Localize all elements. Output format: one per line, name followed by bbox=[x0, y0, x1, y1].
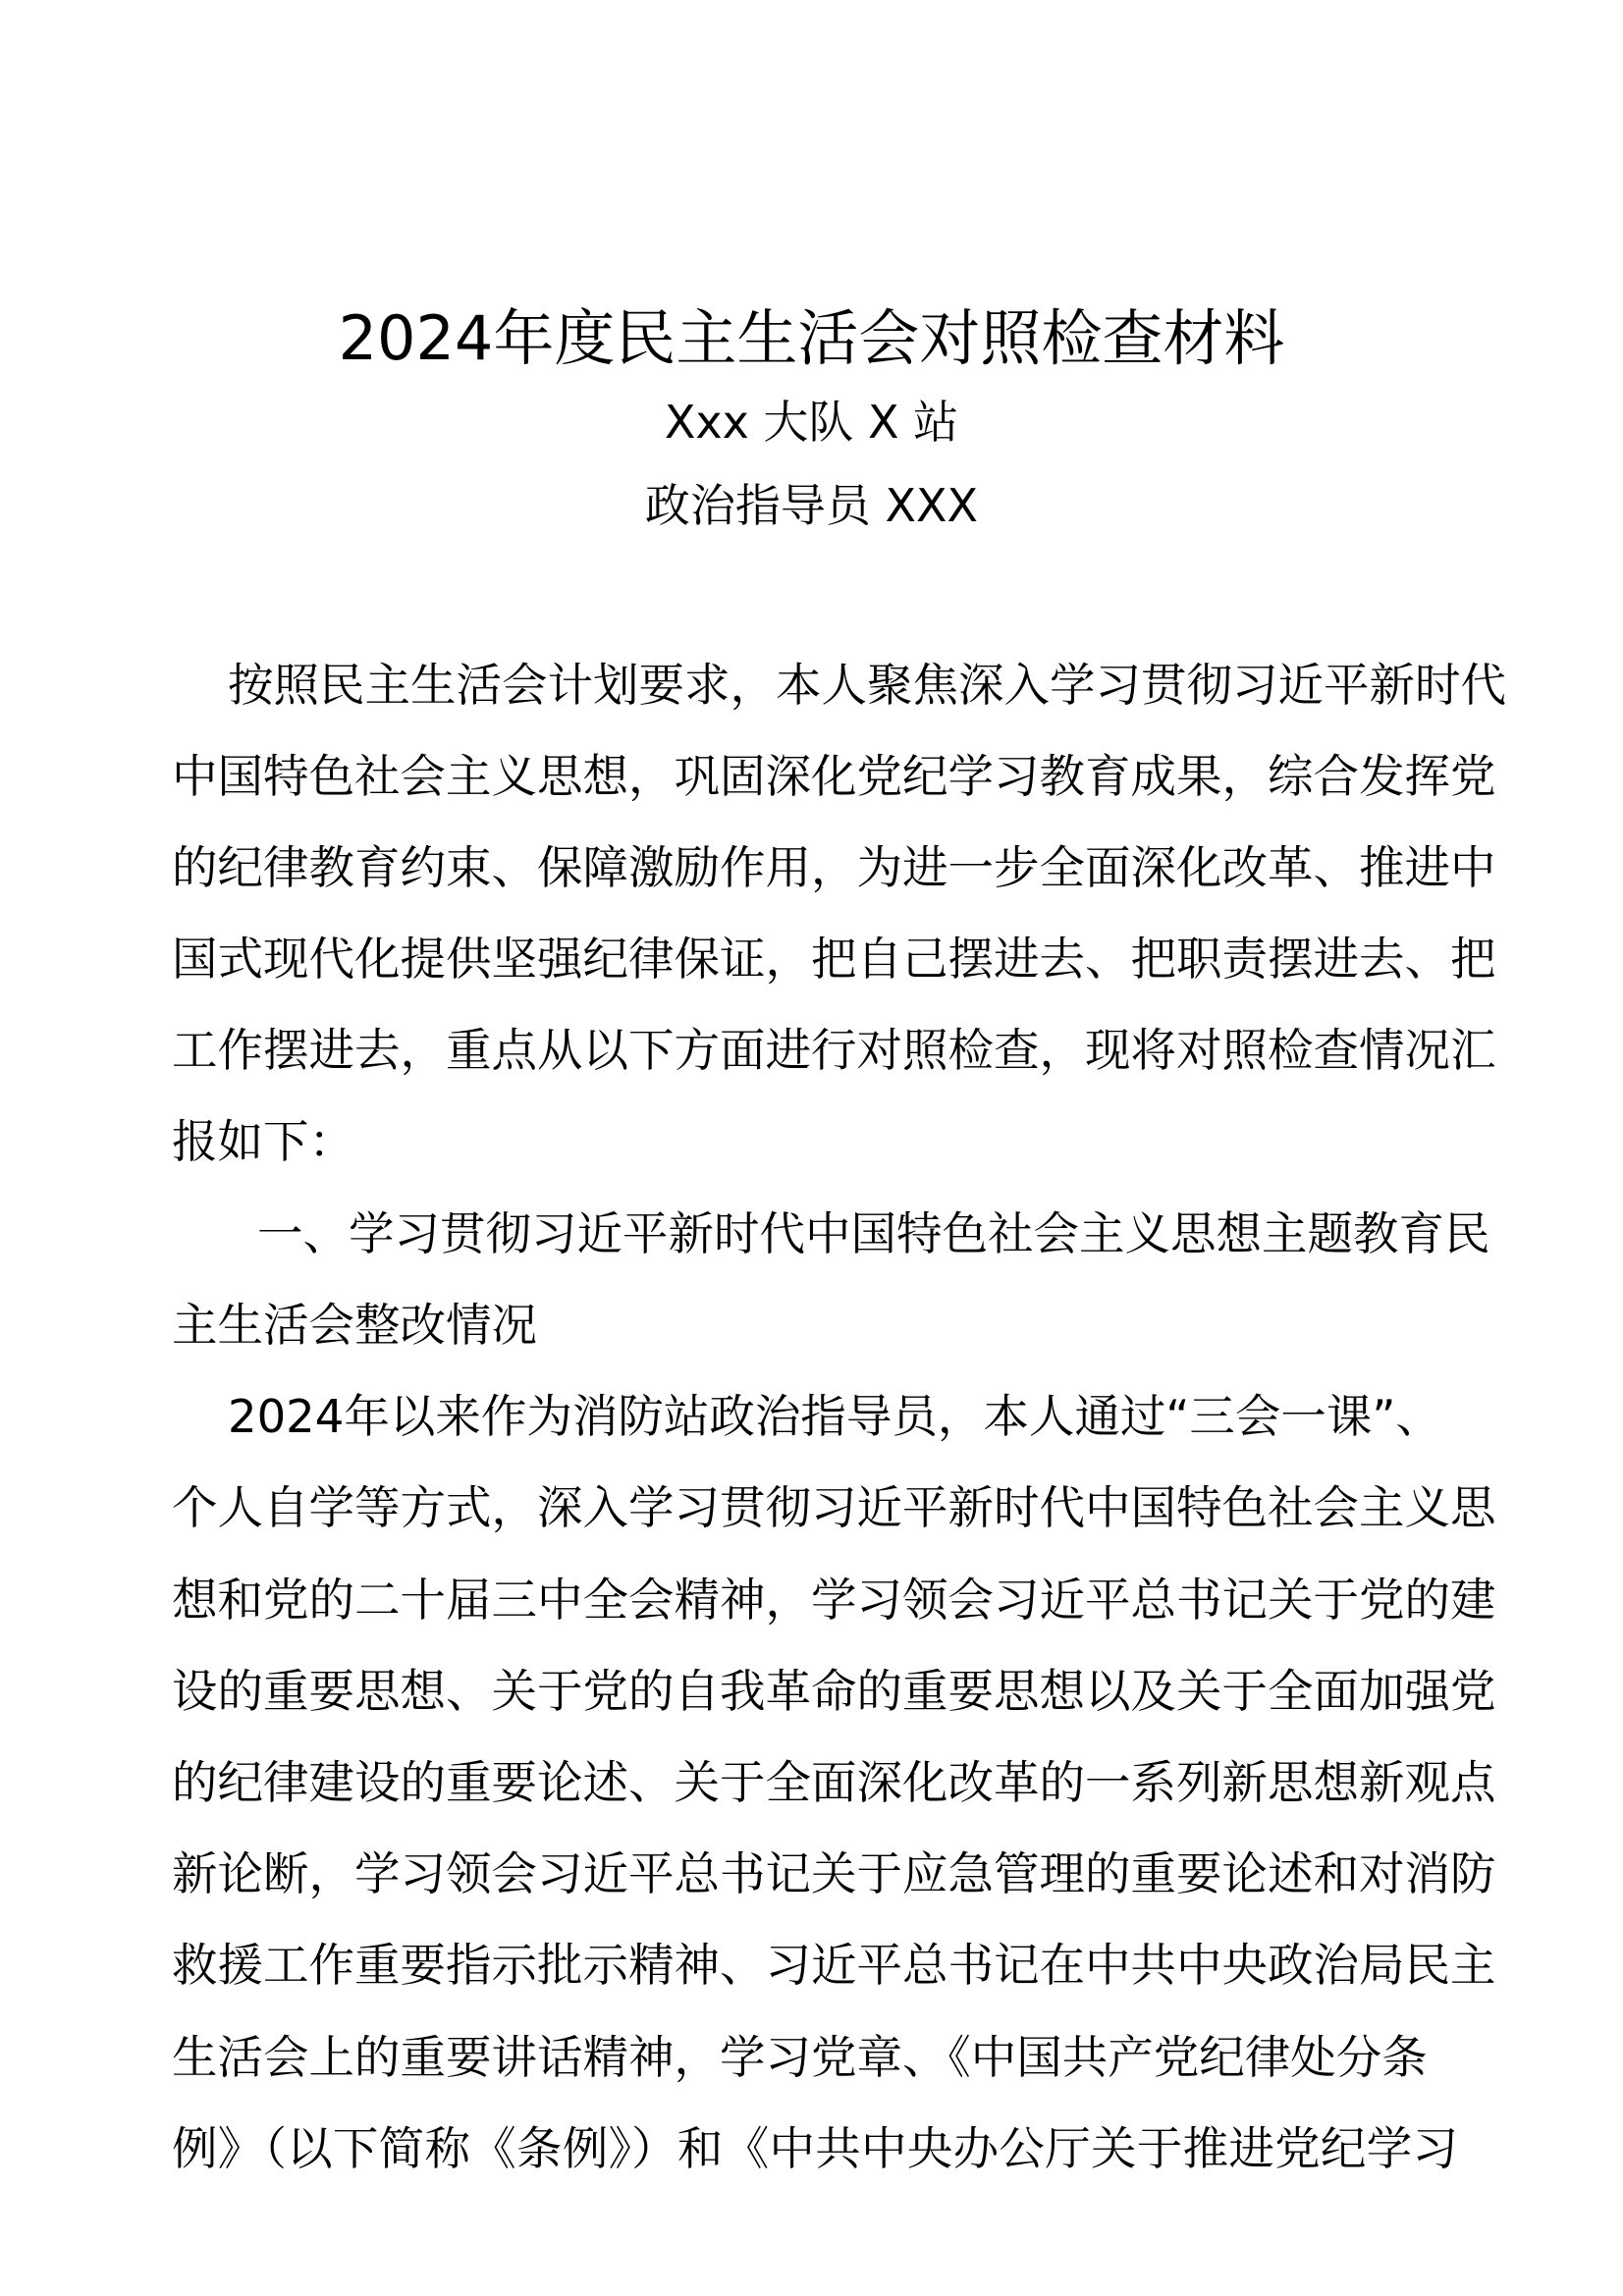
body-line: 例》（以下简称《条例》）和《中共中央办公厅关于推进党纪学习 bbox=[172, 2122, 1458, 2175]
body-line: 新论断，学习领会习近平总书记关于应急管理的重要论述和对消防 bbox=[172, 1847, 1496, 1900]
body-line: 中国特色社会主义思想，巩固深化党纪学习教育成果，综合发挥党 bbox=[172, 750, 1496, 803]
body-line: 的纪律教育约束、保障激励作用，为进一步全面深化改革、推进中 bbox=[172, 841, 1496, 894]
body-line: 报如下： bbox=[172, 1115, 354, 1168]
document-title: 2024年度民主生活会对照检查材料 bbox=[338, 302, 1285, 374]
body-line: 救援工作重要指示批示精神、习近平总书记在中共中央政治局民主 bbox=[172, 1939, 1496, 1992]
body-line: 国式现代化提供坚强纪律保证，把自己摆进去、把职责摆进去、把 bbox=[172, 933, 1496, 986]
document-author: 政治指导员 XXX bbox=[644, 479, 979, 532]
document-unit: Xxx 大队 X 站 bbox=[664, 396, 959, 449]
section-heading-line: 主生活会整改情况 bbox=[172, 1299, 537, 1352]
body-line: 生活会上的重要讲话精神，学习党章、《中国共产党纪律处分条 bbox=[172, 2031, 1428, 2084]
body-line: 个人自学等方式，深入学习贯彻习近平新时代中国特色社会主义思 bbox=[172, 1481, 1496, 1534]
section-heading-line: 一、学习贯彻习近平新时代中国特色社会主义思想主题教育民 bbox=[257, 1207, 1490, 1260]
body-line: 按照民主生活会计划要求，本人聚焦深入学习贯彻习近平新时代 bbox=[228, 659, 1506, 712]
body-line: 2024年以来作为消防站政治指导员，本人通过“三会一课”、 bbox=[228, 1390, 1442, 1443]
body-line: 设的重要思想、关于党的自我革命的重要思想以及关于全面加强党 bbox=[172, 1665, 1496, 1718]
body-line: 工作摆进去，重点从以下方面进行对照检查，现将对照检查情况汇 bbox=[172, 1024, 1496, 1077]
body-line: 的纪律建设的重要论述、关于全面深化改革的一系列新思想新观点 bbox=[172, 1756, 1496, 1809]
body-line: 想和党的二十届三中全会精神，学习领会习近平总书记关于党的建 bbox=[172, 1574, 1496, 1627]
